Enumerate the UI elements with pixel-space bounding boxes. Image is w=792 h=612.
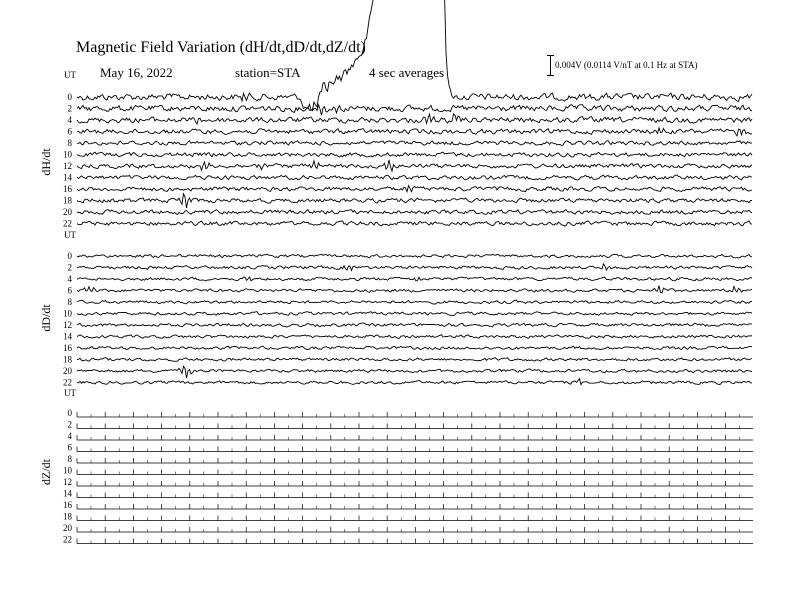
hour-tick-label: 0 (67, 92, 72, 102)
hour-tick-label: 8 (67, 138, 72, 148)
hour-tick-label: 6 (67, 442, 72, 453)
ut-label: UT (64, 230, 76, 240)
series-trace (77, 160, 752, 171)
hour-tick-label: 14 (63, 488, 72, 499)
hour-tick-label: 4 (67, 274, 72, 284)
hour-tick-label: 6 (67, 285, 72, 296)
series-trace (77, 0, 752, 110)
hour-tick-label: 14 (63, 172, 72, 183)
series-trace (77, 277, 752, 281)
hour-tick-label: 8 (67, 297, 72, 307)
hour-tick-label: 12 (63, 161, 72, 171)
chart-title: Magnetic Field Variation (dH/dt,dD/dt,dZ/dt) (76, 39, 366, 56)
series-trace (77, 105, 752, 116)
y-axis-label: dH/dt (39, 148, 53, 176)
hour-tick-label: 18 (63, 195, 72, 206)
hour-tick-label: 18 (63, 354, 72, 365)
averaging-label: 4 sec averages (369, 65, 445, 80)
series-trace (77, 141, 752, 146)
series-trace (77, 358, 752, 362)
hour-tick-label: 10 (63, 308, 72, 319)
hour-tick-label: 16 (63, 343, 72, 353)
ut-label: UT (64, 388, 76, 398)
y-axis-label: dZ/dt (39, 459, 53, 485)
series-trace (77, 128, 752, 136)
hour-tick-label: 10 (63, 465, 72, 476)
series-trace (77, 286, 752, 293)
series-trace (77, 152, 752, 157)
hour-tick-label: 2 (67, 262, 72, 273)
series-trace (77, 175, 752, 180)
hour-tick-label: 22 (63, 377, 72, 388)
series-trace (77, 300, 752, 304)
hour-tick-label: 16 (63, 500, 72, 510)
y-axis-label: dD/dt (39, 304, 53, 332)
series-trace (77, 366, 752, 378)
hour-tick-label: 18 (63, 511, 72, 522)
hour-tick-label: 12 (63, 320, 72, 330)
series-trace (77, 335, 752, 339)
scale-label: 0.004V (0.0114 V/nT at 0.1 Hz at STA) (555, 60, 698, 70)
hour-tick-label: 20 (63, 207, 72, 217)
hour-tick-label: 22 (63, 218, 72, 229)
hour-tick-label: 2 (67, 103, 72, 114)
series-trace (77, 194, 752, 208)
series-trace (77, 221, 752, 226)
series-trace (77, 210, 752, 215)
hour-tick-label: 22 (63, 534, 72, 545)
series-trace (77, 312, 752, 316)
series-trace (77, 323, 752, 327)
hour-tick-label: 2 (67, 419, 72, 430)
series-trace (77, 379, 752, 385)
hour-tick-label: 0 (67, 251, 72, 261)
station-label: station=STA (235, 65, 301, 80)
hour-tick-label: 16 (63, 184, 72, 194)
ut-label: UT (64, 70, 76, 80)
hour-tick-label: 8 (67, 454, 72, 464)
hour-tick-label: 14 (63, 331, 72, 342)
series-trace (77, 254, 752, 258)
series-trace (77, 114, 752, 124)
hour-tick-label: 4 (67, 115, 72, 125)
series-trace (77, 186, 752, 192)
series-trace (77, 264, 752, 271)
hour-tick-label: 20 (63, 523, 72, 533)
hour-tick-label: 10 (63, 149, 72, 160)
hour-tick-label: 20 (63, 366, 72, 376)
hour-tick-label: 0 (67, 408, 72, 418)
series-trace (77, 346, 752, 350)
date-label: May 16, 2022 (100, 65, 173, 80)
hour-tick-label: 4 (67, 431, 72, 441)
hour-tick-label: 6 (67, 126, 72, 137)
hour-tick-label: 12 (63, 477, 72, 487)
